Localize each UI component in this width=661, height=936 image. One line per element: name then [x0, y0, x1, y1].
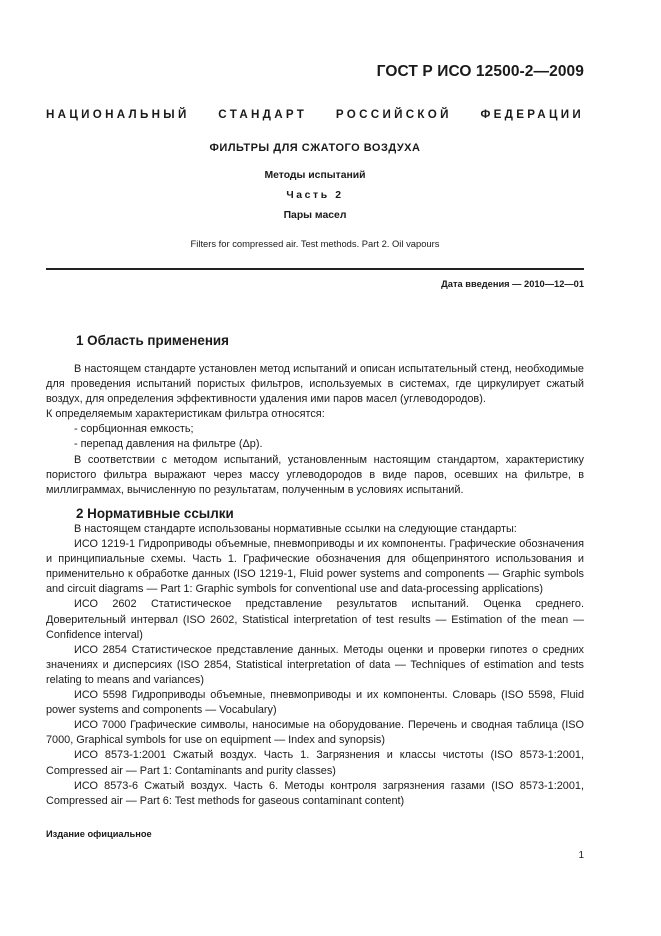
section-body-references: [46, 522, 584, 809]
title-divider: [46, 268, 584, 270]
section-heading-references: 2 Нормативные ссылки: [76, 506, 234, 521]
list-item: - сорбционная емкость;: [74, 423, 194, 436]
list-item: - перепад давления на фильтре (Δp).: [74, 438, 263, 451]
reference-item: ИСО 8573-6 Сжатый воздух. Часть 6. Методы контроля загрязнения газами (ISO 8573-1:2001, Compressed air — Part 6: Test methods for gaseous contaminant content): [46, 779, 584, 807]
document-subtitle: Методы испытаний: [264, 170, 366, 181]
paragraph: К определяемым характеристикам фильтра относятся:: [46, 408, 325, 421]
reference-item: ИСО 1219-1 Гидроприводы объемные, пневмоприводы и их компоненты. Графические обозначения и принципиальные схемы. Часть 1. Графические обозначения для общепринятого использования и применительно к обработке данных (ISO 1219-1, Fluid power systems and components — Graphic symbols and circuit diagrams — Part 1: Graphic symbols for conventional use and data-processing applications): [46, 538, 584, 596]
paragraph: В соответствии с методом испытаний, установленным настоящим стандартом, характеристику пористого фильтра выражают через массу углеводородов в виде паров, осевших на фильтре, в миллиграммах, вычисленную по результатам, полученным в условиях испытаний.: [46, 453, 584, 496]
official-edition-label: Издание официальное: [46, 829, 152, 839]
page-number: 1: [578, 850, 584, 861]
document-part-title: Пары масел: [283, 210, 347, 221]
reference-item: ИСО 2602 Статистическое представление результатов испытаний. Оценка среднего. Доверительный интервал (ISO 2602, Statistical interpretation of test results — Estimation of the mean — Confidence interval): [46, 598, 584, 641]
section-heading-scope: 1 Область применения: [76, 333, 229, 348]
reference-item: ИСО 5598 Гидроприводы объемные, пневмоприводы и их компоненты. Словарь (ISO 5598, Fluid power systems and components — Vocabulary): [46, 689, 584, 717]
document-code: ГОСТ Р ИСО 12500-2—2009: [376, 63, 584, 80]
paragraph: В настоящем стандарте использованы нормативные ссылки на следующие стандарты:: [74, 523, 517, 535]
paragraph: В настоящем стандарте установлен метод испытаний и описан испытательный стенд, необходимые для проведения испытаний пористых фильтров, используемых в системах, где циркулирует сжатый воздух, для определения эффективности удаления ими паров масел (углеводородов).: [46, 363, 584, 406]
reference-item: ИСО 8573-1:2001 Сжатый воздух. Часть 1. Загрязнения и классы чистоты (ISO 8573-1:2001, Compressed air — Part 1: Contaminants and purity classes): [46, 749, 584, 777]
document-title-english: Filters for compressed air. Test methods. Part 2. Oil vapours: [190, 238, 440, 249]
document-title: ФИЛЬТРЫ ДЛЯ СЖАТОГО ВОЗДУХА: [209, 142, 421, 154]
reference-item: ИСО 2854 Статистическое представление данных. Методы оценки и проверки гипотез о средних значениях и дисперсиях (ISO 2854, Statistical interpretation of data — Techniques of estimation and tests relating to means and variances): [46, 643, 584, 686]
introduction-date: Дата введения — 2010—12—01: [441, 279, 584, 289]
national-standard-banner: НАЦИОНАЛЬНЫЙ СТАНДАРТ РОССИЙСКОЙ ФЕДЕРАЦИИ: [46, 108, 584, 121]
document-part: Часть 2: [286, 190, 344, 201]
reference-item: ИСО 7000 Графические символы, наносимые на оборудование. Перечень и сводная таблица (ISO 7000, Graphical symbols for use on equipment — Index and synopsis): [46, 719, 584, 747]
section-body-scope: [46, 362, 584, 498]
